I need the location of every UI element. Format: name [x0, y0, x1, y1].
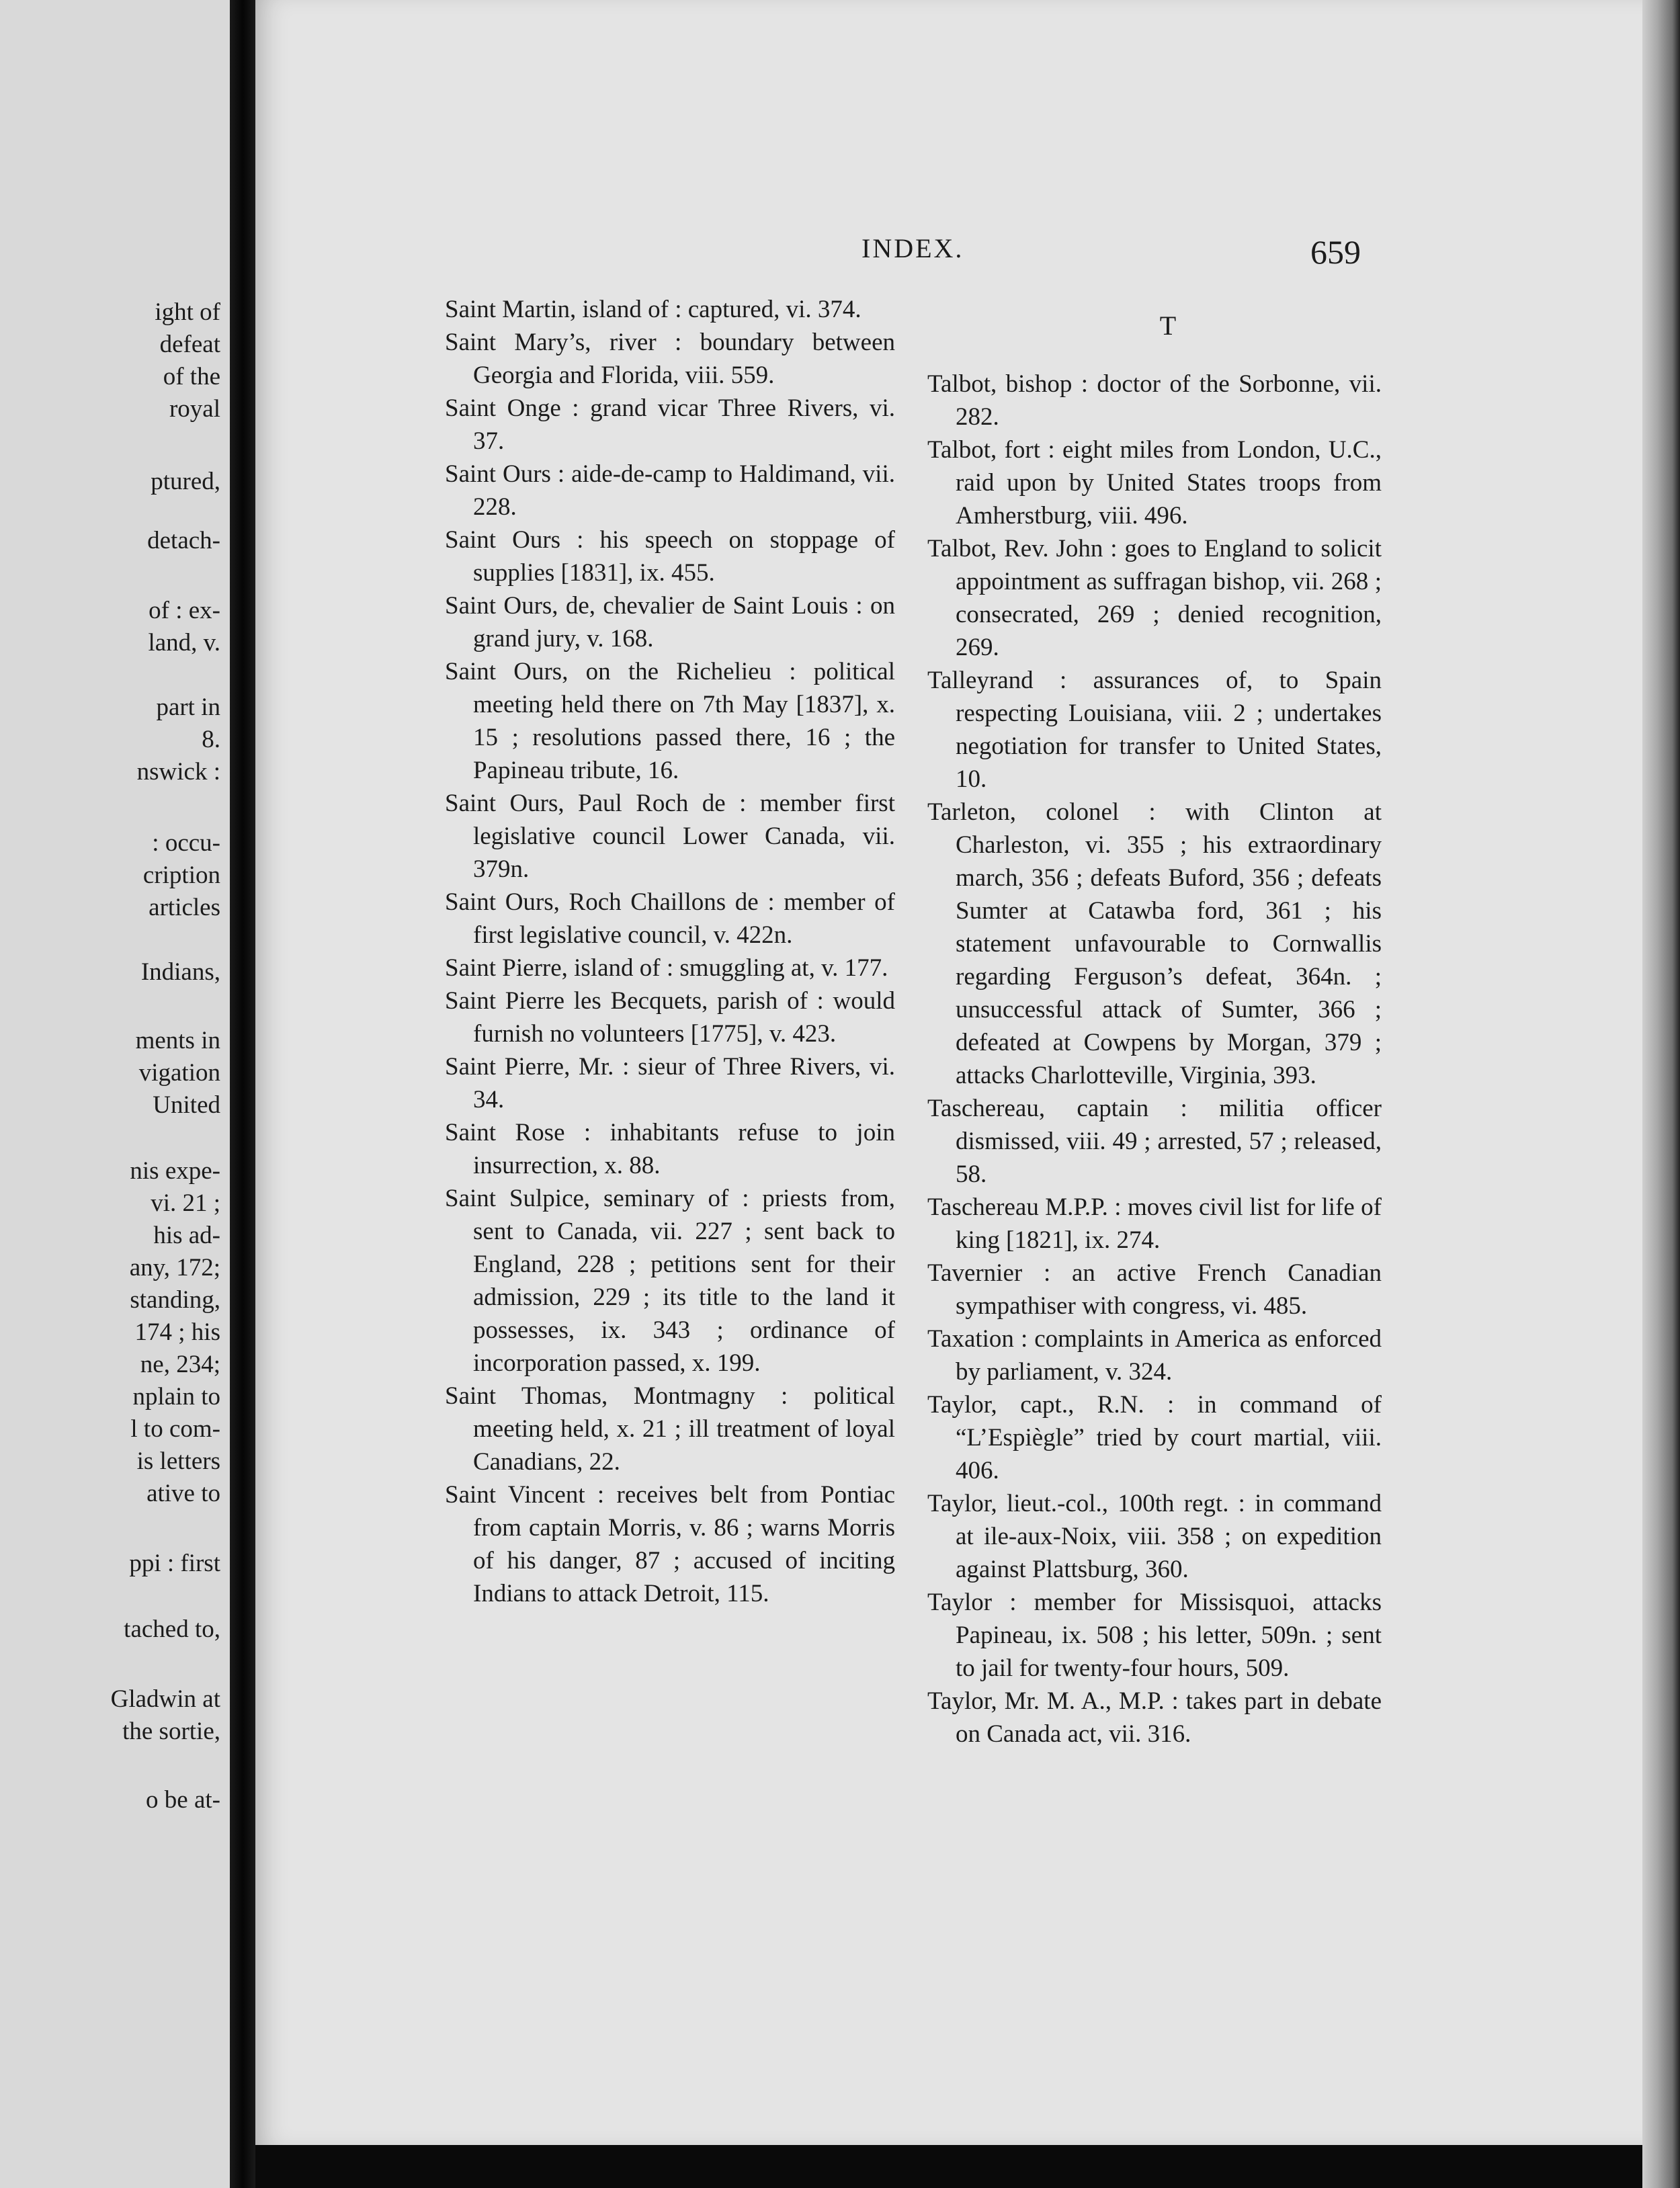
index-entry: Saint Rose : inhabitants refuse to join insurrection, x. 88. [445, 1119, 895, 1179]
fragment-line: vi. 21 ; [151, 1189, 220, 1217]
index-entry: Taylor, Mr. M. A., M.P. : takes part in debate on Canada act, vii. 316. [927, 1687, 1382, 1748]
fragment-line: defeat [159, 331, 220, 358]
index-entry: Saint Ours, Paul Roch de : member first legislative council Lower Canada, vii. 379n. [445, 790, 895, 883]
index-entry: Saint Ours, Roch Chaillons de : member of first legislative council, v. 422n. [445, 888, 895, 949]
previous-page-fragment [0, 0, 230, 2188]
fragment-line: ments in [135, 1027, 220, 1054]
page-edge [1642, 0, 1680, 2188]
fragment-line: royal [169, 395, 220, 423]
index-column-right [927, 293, 1382, 1751]
index-entry: Taylor, capt., R.N. : in command of “L’Espiègle” tried by court martial, viii. 406. [927, 1391, 1382, 1484]
index-entry: Tarleton, colonel : with Clinton at Charleston, vi. 355 ; his extraordinary march, 356 ; defeats Buford, 356 ; defeats Sumter at Catawba ford, 361 ; his statement unfavourable to Cornwallis regarding Ferguson’s defeat, 364n. ; unsuccessful attack of Sumter, 366 ; defeated at Cowpens by Morgan, 379 ; attacks Charlotteville, Virginia, 393. [927, 798, 1382, 1089]
fragment-line: tached to, [124, 1615, 220, 1643]
fragment-line: standing, [130, 1286, 220, 1314]
fragment-line: ppi : first [129, 1550, 220, 1577]
page-number: 659 [1310, 233, 1361, 271]
index-entry: Saint Sulpice, seminary of : priests from, sent to Canada, vii. 227 ; sent back to England, 228 ; petitions sent for their admission, 229 ; its title to the land it possesses, ix. 343 ; ordinance of incorporation passed, x. 199. [445, 1185, 895, 1377]
fragment-line: any, 172; [129, 1254, 220, 1281]
fragment-line: the sortie, [122, 1718, 220, 1745]
index-entry: Saint Ours : his speech on stoppage of supplies [1831], ix. 455. [445, 526, 895, 587]
index-entry: Saint Pierre, Mr. : sieur of Three Rivers, vi. 34. [445, 1053, 895, 1113]
fragment-line: l to com- [130, 1415, 220, 1443]
fragment-line: part in [156, 693, 220, 721]
index-entry: Saint Vincent : receives belt from Pontiac from captain Morris, v. 86 ; warns Morris of his danger, 87 ; accused of inciting Indians to attack Detroit, 115. [445, 1481, 895, 1607]
index-entry: Saint Pierre les Becquets, parish of : would furnish no volunteers [1775], v. 423. [445, 987, 895, 1048]
scan-border [255, 2145, 1642, 2188]
index-entry: Talleyrand : assurances of, to Spain respecting Louisiana, viii. 2 ; undertakes negotiation for transfer to United States, 10. [927, 667, 1382, 793]
fragment-line: cription [142, 861, 220, 889]
fragment-line: vigation [138, 1059, 220, 1087]
fragment-line: nis expe- [130, 1157, 220, 1185]
fragment-line: land, v. [148, 629, 220, 657]
index-entry: Saint Ours, on the Richelieu : political meeting held there on 7th May [1837], x. 15 ; resolutions passed there, 16 ; the Papineau tribute, 16. [445, 658, 895, 784]
index-entry: Tavernier : an active French Canadian sympathiser with congress, vi. 485. [927, 1259, 1382, 1320]
fragment-line: : occu- [152, 829, 220, 857]
fragment-line: ptured, [151, 468, 220, 495]
fragment-line: 8. [202, 726, 220, 753]
fragment-line: nswick : [136, 758, 220, 786]
fragment-line: o be at- [146, 1786, 220, 1814]
index-entry: Saint Thomas, Montmagny : political meeting held, x. 21 ; ill treatment of loyal Canadians, 22. [445, 1382, 895, 1476]
fragment-line: of the [163, 363, 220, 390]
index-entry: Taylor : member for Missisquoi, attacks Papineau, ix. 508 ; his letter, 509n. ; sent to jail for twenty-four hours, 509. [927, 1589, 1382, 1682]
section-letter-heading: T [1159, 310, 1177, 341]
fragment-line: is letters [136, 1447, 220, 1475]
index-entry: Saint Pierre, island of : smuggling at, v. 177. [445, 954, 888, 982]
fragment-line: articles [149, 894, 220, 921]
fragment-line: Indians, [140, 958, 220, 986]
fragment-line: ight of [155, 298, 220, 326]
index-entry: Taxation : complaints in America as enforced by parliament, v. 324. [927, 1325, 1382, 1386]
fragment-line: of : ex- [149, 597, 220, 624]
fragment-line: detach- [147, 527, 220, 554]
fragment-line: his ad- [153, 1222, 220, 1249]
index-entry: Saint Mary’s, river : boundary between Georgia and Florida, viii. 559. [445, 329, 895, 389]
index-entry: Talbot, Rev. John : goes to England to solicit appointment as suffragan bishop, vii. 268 ; consecrated, 269 ; denied recognition, 269. [927, 535, 1382, 661]
book-gutter [230, 0, 255, 2188]
index-entry: Saint Onge : grand vicar Three Rivers, vi. 37. [445, 394, 895, 455]
index-entry: Saint Martin, island of : captured, vi. 374. [445, 296, 862, 323]
index-entry: Talbot, fort : eight miles from London, U.C., raid upon by United States troops from Amherstburg, viii. 496. [927, 436, 1382, 530]
fragment-line: nplain to [132, 1383, 220, 1411]
index-entry: Saint Ours : aide-de-camp to Haldimand, vii. 228. [445, 460, 895, 521]
fragment-line: ne, 234; [140, 1351, 220, 1378]
fragment-line: 174 ; his [134, 1318, 220, 1346]
index-entry: Taylor, lieut.-col., 100th regt. : in command at ile-aux-Noix, viii. 358 ; on expedition against Plattsburg, 360. [927, 1490, 1382, 1583]
index-column-left [445, 293, 895, 1610]
index-entry: Taschereau M.P.P. : moves civil list for life of king [1821], ix. 274. [927, 1193, 1382, 1254]
fragment-line: Gladwin at [110, 1685, 220, 1713]
running-head: INDEX. [862, 233, 964, 263]
index-entry: Saint Ours, de, chevalier de Saint Louis : on grand jury, v. 168. [445, 592, 895, 653]
fragment-line: ative to [146, 1480, 220, 1507]
fragment-line: United [153, 1091, 220, 1119]
index-entry: Talbot, bishop : doctor of the Sorbonne, vii. 282. [927, 370, 1382, 431]
index-entry: Taschereau, captain : militia officer dismissed, viii. 49 ; arrested, 57 ; released, 58. [927, 1095, 1382, 1188]
